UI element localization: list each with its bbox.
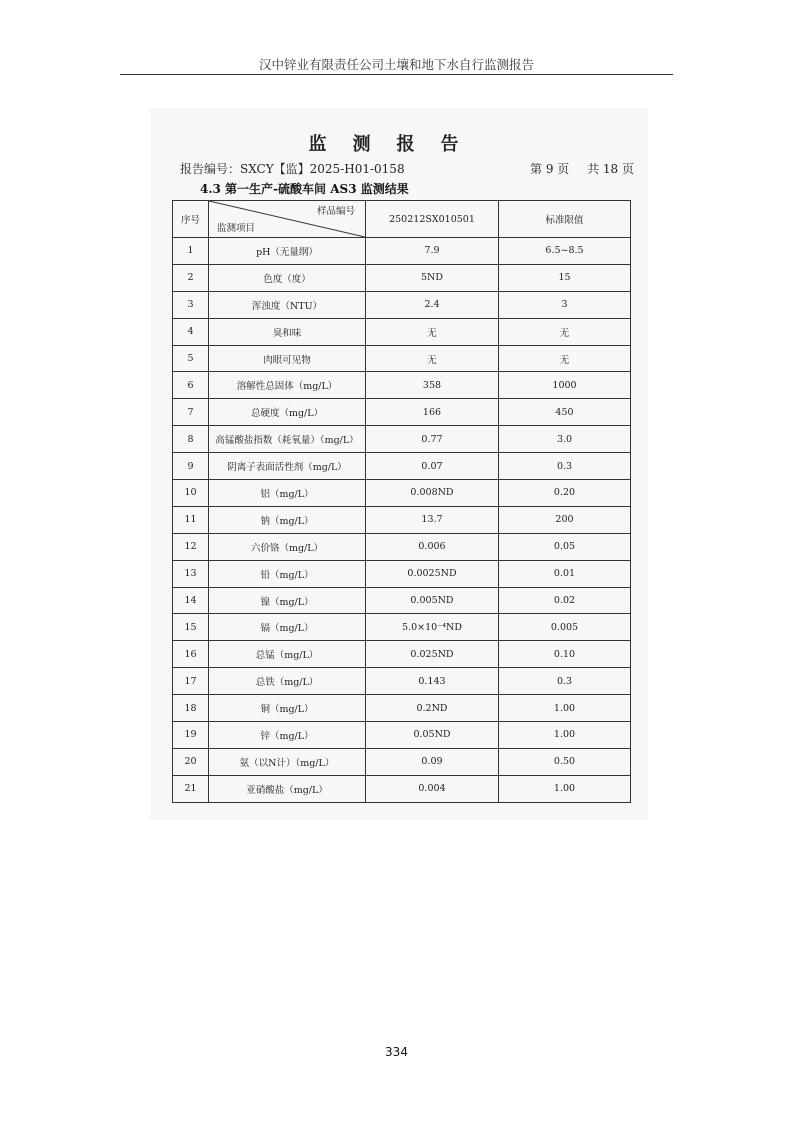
cell-item: 锌（mg/L） (209, 722, 366, 749)
table-row (173, 345, 631, 372)
cell-item: 总铁（mg/L） (209, 668, 366, 695)
table-row (173, 506, 631, 533)
table-header-row (173, 201, 631, 238)
cell-seq: 13 (173, 560, 209, 587)
table-row (173, 748, 631, 775)
cell-value: 0.07 (366, 453, 499, 480)
header-diagonal-cell (209, 201, 366, 238)
cell-item: 溶解性总固体（mg/L） (209, 372, 366, 399)
cell-seq: 21 (173, 775, 209, 802)
cell-seq: 8 (173, 426, 209, 453)
cell-seq: 6 (173, 372, 209, 399)
header-sample-no-label: 样品编号 (316, 206, 355, 217)
cell-seq: 12 (173, 533, 209, 560)
cell-limit: 0.20 (499, 480, 631, 507)
table-row (173, 480, 631, 507)
header-limit: 标准限值 (499, 201, 631, 238)
cell-item: 镍（mg/L） (209, 587, 366, 614)
table-row (173, 399, 631, 426)
total-pages-label: 共 18 页 (587, 162, 634, 176)
cell-seq: 15 (173, 614, 209, 641)
cell-item: 总硬度（mg/L） (209, 399, 366, 426)
table-row (173, 533, 631, 560)
document-title: 监测报告 (308, 134, 485, 155)
cell-limit: 3 (499, 291, 631, 318)
cell-limit: 无 (499, 345, 631, 372)
cell-item: 高锰酸盐指数（耗氧量）（mg/L） (209, 426, 366, 453)
table-row (173, 641, 631, 668)
cell-value: 0.05ND (366, 722, 499, 749)
cell-value: 166 (366, 399, 499, 426)
table-row (173, 453, 631, 480)
cell-seq: 18 (173, 695, 209, 722)
table-row (173, 775, 631, 802)
cell-limit: 450 (499, 399, 631, 426)
cell-value: 0.09 (366, 748, 499, 775)
page-number: 334 (385, 1045, 408, 1059)
table-row (173, 695, 631, 722)
cell-limit: 1000 (499, 372, 631, 399)
cell-limit: 0.05 (499, 533, 631, 560)
cell-value: 5ND (366, 264, 499, 291)
cell-item: 肉眼可见物 (209, 345, 366, 372)
table-row (173, 560, 631, 587)
table-row (173, 264, 631, 291)
table-row (173, 614, 631, 641)
cell-value: 0.008ND (366, 480, 499, 507)
cell-limit: 0.3 (499, 453, 631, 480)
cell-seq: 11 (173, 506, 209, 533)
cell-limit: 200 (499, 506, 631, 533)
cell-value: 2.4 (366, 291, 499, 318)
table-row (173, 722, 631, 749)
table-row (173, 426, 631, 453)
page-info (530, 160, 634, 177)
cell-limit: 6.5~8.5 (499, 238, 631, 265)
cell-seq: 5 (173, 345, 209, 372)
header-seq: 序号 (173, 201, 209, 238)
cell-item: 亚硝酸盐（mg/L） (209, 775, 366, 802)
cell-value: 0.2ND (366, 695, 499, 722)
page-label: 第 9 页 (530, 162, 570, 176)
table-row (173, 318, 631, 345)
cell-value: 358 (366, 372, 499, 399)
cell-item: 镉（mg/L） (209, 614, 366, 641)
cell-limit: 0.10 (499, 641, 631, 668)
cell-value: 0.004 (366, 775, 499, 802)
section-heading: 4.3 第一生产-硫酸车间 AS3 监测结果 (200, 182, 409, 196)
cell-item: 钠（mg/L） (209, 506, 366, 533)
cell-limit: 1.00 (499, 722, 631, 749)
cell-seq: 4 (173, 318, 209, 345)
cell-seq: 14 (173, 587, 209, 614)
cell-value: 13.7 (366, 506, 499, 533)
header-rule (120, 74, 673, 75)
cell-seq: 1 (173, 238, 209, 265)
cell-limit: 0.005 (499, 614, 631, 641)
cell-value: 7.9 (366, 238, 499, 265)
cell-limit: 0.50 (499, 748, 631, 775)
cell-limit: 0.3 (499, 668, 631, 695)
cell-seq: 20 (173, 748, 209, 775)
cell-seq: 17 (173, 668, 209, 695)
cell-seq: 9 (173, 453, 209, 480)
table-row (173, 587, 631, 614)
cell-value: 无 (366, 345, 499, 372)
cell-limit: 0.02 (499, 587, 631, 614)
cell-value: 0.0025ND (366, 560, 499, 587)
cell-limit: 1.00 (499, 775, 631, 802)
cell-value: 0.005ND (366, 587, 499, 614)
report-number: 报告编号：SXCY【监】2025-H01-0158 (180, 162, 405, 176)
cell-item: 浑浊度（NTU） (209, 291, 366, 318)
cell-value: 0.006 (366, 533, 499, 560)
table-row (173, 238, 631, 265)
cell-item: 阴离子表面活性剂（mg/L） (209, 453, 366, 480)
table-row (173, 291, 631, 318)
header-sample-id: 250212SX010501 (366, 201, 499, 238)
table-row (173, 372, 631, 399)
cell-item: 氨（以N计）（mg/L） (209, 748, 366, 775)
cell-seq: 3 (173, 291, 209, 318)
table-row (173, 668, 631, 695)
cell-item: 六价铬（mg/L） (209, 533, 366, 560)
header-item-label: 监测项目 (217, 223, 256, 234)
cell-seq: 19 (173, 722, 209, 749)
cell-item: pH（无量纲） (209, 238, 366, 265)
cell-limit: 无 (499, 318, 631, 345)
cell-limit: 0.01 (499, 560, 631, 587)
cell-seq: 7 (173, 399, 209, 426)
cell-item: 铅（mg/L） (209, 560, 366, 587)
cell-item: 色度（度） (209, 264, 366, 291)
cell-limit: 15 (499, 264, 631, 291)
cell-seq: 10 (173, 480, 209, 507)
cell-item: 铜（mg/L） (209, 695, 366, 722)
cell-seq: 2 (173, 264, 209, 291)
cell-item: 臭和味 (209, 318, 366, 345)
cell-item: 总锰（mg/L） (209, 641, 366, 668)
cell-item: 铝（mg/L） (209, 480, 366, 507)
cell-seq: 16 (173, 641, 209, 668)
cell-value: 0.77 (366, 426, 499, 453)
cell-value: 0.143 (366, 668, 499, 695)
cell-limit: 3.0 (499, 426, 631, 453)
monitoring-results-table (172, 200, 631, 803)
cell-value: 无 (366, 318, 499, 345)
running-header: 汉中锌业有限责任公司土壤和地下水自行监测报告 (258, 57, 534, 72)
cell-value: 5.0×10⁻⁴ND (366, 614, 499, 641)
cell-limit: 1.00 (499, 695, 631, 722)
cell-value: 0.025ND (366, 641, 499, 668)
